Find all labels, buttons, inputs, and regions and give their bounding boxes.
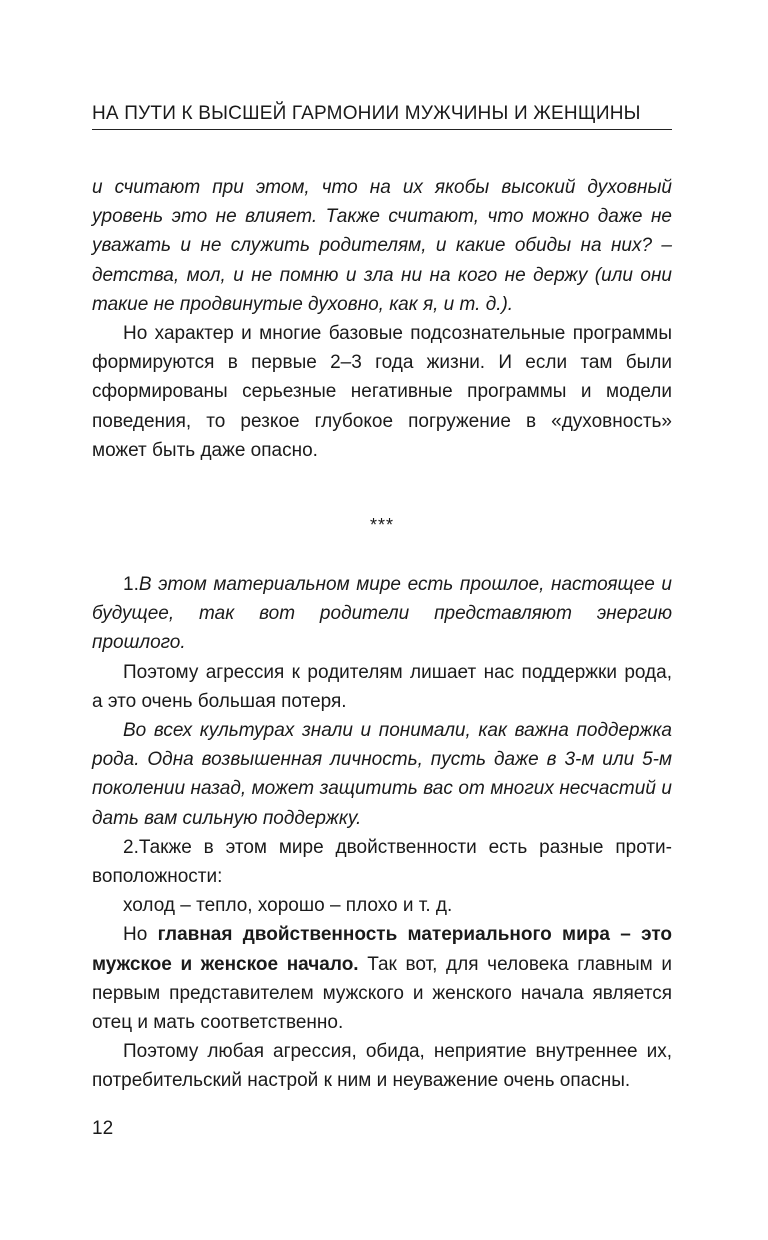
list-item-2 [92, 833, 672, 891]
list-item-2-text: Также в этом мире двойственности есть разные противоположности: [92, 836, 672, 888]
book-page [92, 0, 672, 1240]
list-item-1-text: В этом материальном мире есть прошлое, настоящее и будущее, так вот родители представляют энергию прошлого. [92, 574, 672, 654]
paragraph-character: Но характер и многие базовые подсознательные программы формируются в первые 2–3 года жизни. И если там были сформированы серьезные негативные программы и модели поведения, то резкое глубокое погружение в «духовность» может быть даже опасно. [92, 323, 672, 461]
text-section-1 [92, 173, 672, 465]
main-duality-lead: Но [123, 924, 158, 946]
main-duality-bold: главная двойственность материального мира – это мужское и женское начало. [92, 924, 672, 975]
list-item-1 [92, 570, 672, 658]
text-section-2 [92, 570, 672, 1096]
main-duality-rest: Так вот, для человека главным и первым представителем мужского и женского начала является отец и мать соответственно. [92, 953, 672, 1034]
page-number: 12 [92, 1118, 114, 1139]
list-number-1: 1. [123, 574, 139, 595]
paragraph-cultures: Во всех культурах знали и понимали, как важна поддержка рода. Одна возвышенная личность, пусть даже в 3-м или 5-м поколении назад, может защитить вас от многих несчастий и дать вам сильную поддержку. [92, 720, 672, 829]
paragraph-continued: и считают при этом, что на их якобы высокий духовный уровень это не влияет. Также считают, что можно даже не уважать и не служить родителям, и какие обиды на них? – детства, мол, и не помню и зла ни на кого не держу (или они такие не продвинутые духовно, как я, и т. д.). [92, 177, 672, 315]
paragraph-support: Поэтому агрессия к родителям лишает нас поддержки рода, а это очень большая потеря. [92, 661, 672, 712]
running-head: НА ПУТИ К ВЫСШЕЙ ГАРМОНИИ МУЖЧИНЫ И ЖЕНЩИНЫ [92, 103, 641, 124]
header-rule [92, 129, 672, 130]
section-separator: *** [369, 515, 394, 535]
paragraph-final: Поэтому любая агрессия, обида, неприятие внутреннее их, потребительский настрой к ним и неуважение очень опасны. [92, 1041, 672, 1092]
paragraph-main-duality [92, 920, 672, 1037]
list-number-2: 2. [123, 836, 139, 858]
paragraph-opposites: холод – тепло, хорошо – плохо и т. д. [123, 895, 453, 917]
